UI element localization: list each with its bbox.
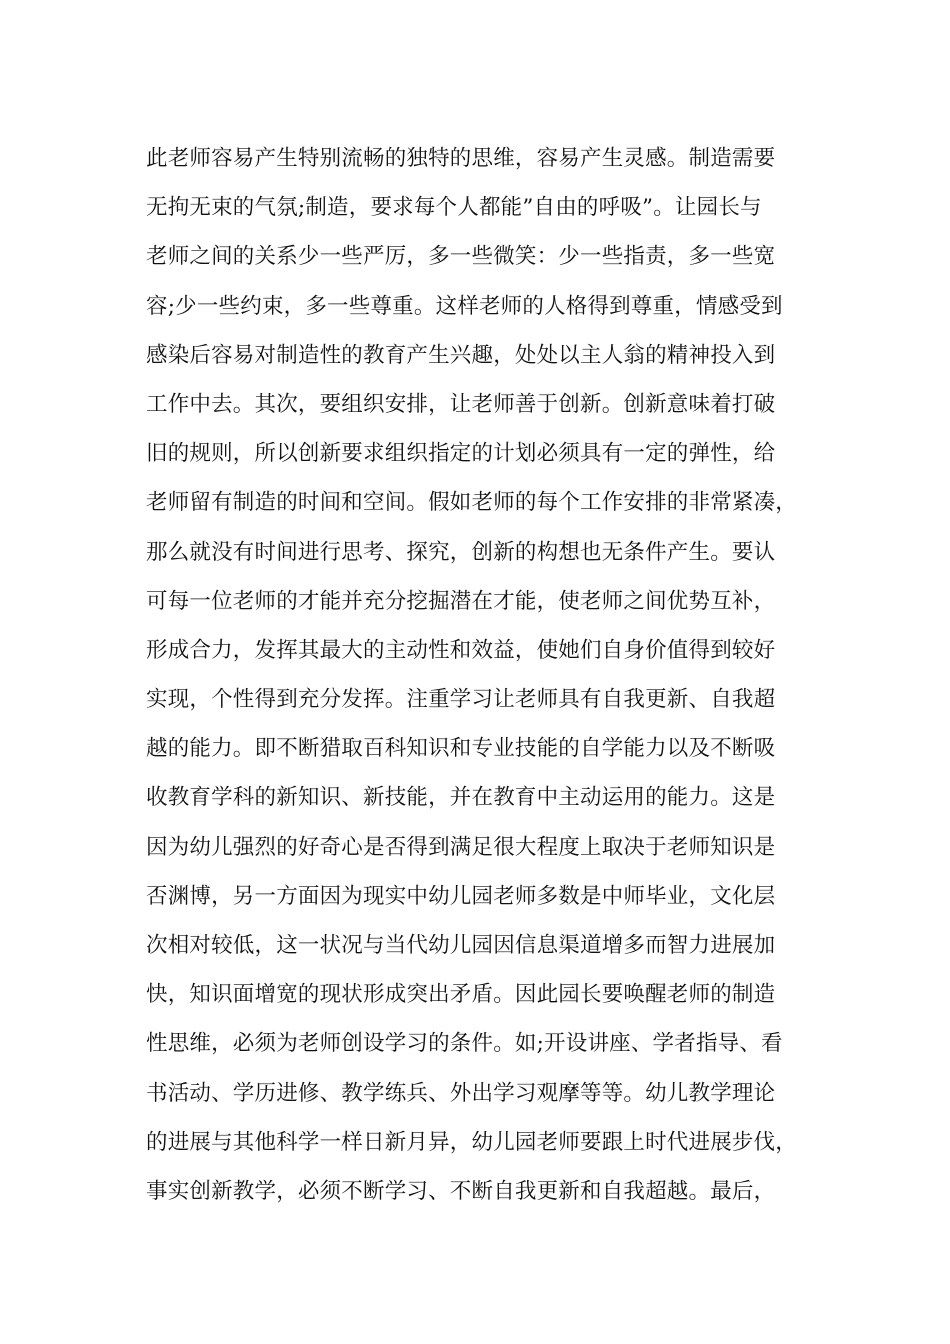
text-line: 容;少一些约束，多一些尊重。这样老师的人格得到尊重，情感受到	[146, 293, 783, 319]
text-line: 形成合力，发挥其最大的主动性和效益，使她们自身价值得到较好	[146, 637, 776, 663]
text-line: 的进展与其他科学一样日新月异，幼儿园老师要跟上时代进展步伐，	[146, 1129, 798, 1155]
text-line: 无拘无束的气氛;制造，要求每个人都能”自由的呼吸”。让园长与	[146, 195, 762, 221]
text-line: 收教育学科的新知识、新技能，并在教育中主动运用的能力。这是	[146, 785, 776, 811]
text-line: 快，知识面增宽的现状形成突出矛盾。因此园长要唤醒老师的制造	[146, 982, 776, 1008]
text-line: 否渊博，另一方面因为现实中幼儿园老师多数是中师毕业，文化层	[146, 883, 776, 909]
text-line: 越的能力。即不断猎取百科知识和专业技能的自学能力以及不断吸	[146, 736, 776, 762]
text-line: 因为幼儿强烈的好奇心是否得到满足很大程度上取决于老师知识是	[146, 834, 776, 860]
text-line: 可每一位老师的才能并充分挖掘潜在才能，使老师之间优势互补，	[146, 588, 776, 614]
text-line: 此老师容易产生特别流畅的独特的思维，容易产生灵感。制造需要	[146, 146, 776, 171]
text-line: 实现，个性得到充分发挥。注重学习让老师具有自我更新、自我超	[146, 687, 776, 713]
text-line: 旧的规则，所以创新要求组织指定的计划必须具有一定的弹性，给	[146, 441, 776, 467]
body-paragraph	[146, 134, 826, 1216]
text-line: 次相对较低，这一状况与当代幼儿园因信息渠道增多而智力进展加	[146, 933, 776, 958]
text-line: 老师之间的关系少一些严厉，多一些微笑：少一些指责，多一些宽	[146, 244, 776, 270]
text-line: 那么就没有时间进行思考、探究，创新的构想也无条件产生。要认	[146, 539, 776, 565]
text-line: 感染后容易对制造性的教育产生兴趣，处处以主人翁的精神投入到	[146, 342, 776, 368]
text-line: 老师留有制造的时间和空间。假如老师的每个工作安排的非常紧凑，	[146, 490, 798, 516]
text-line: 工作中去。其次，要组织安排，让老师善于创新。创新意味着打破	[146, 391, 776, 417]
text-line: 事实创新教学，必须不断学习、不断自我更新和自我超越。最后，	[146, 1178, 776, 1204]
text-line: 书活动、学历进修、教学练兵、外出学习观摩等等。幼儿教学理论	[146, 1080, 776, 1106]
text-line: 性思维，必须为老师创设学习的条件。如;开设讲座、学者指导、看	[146, 1031, 783, 1057]
